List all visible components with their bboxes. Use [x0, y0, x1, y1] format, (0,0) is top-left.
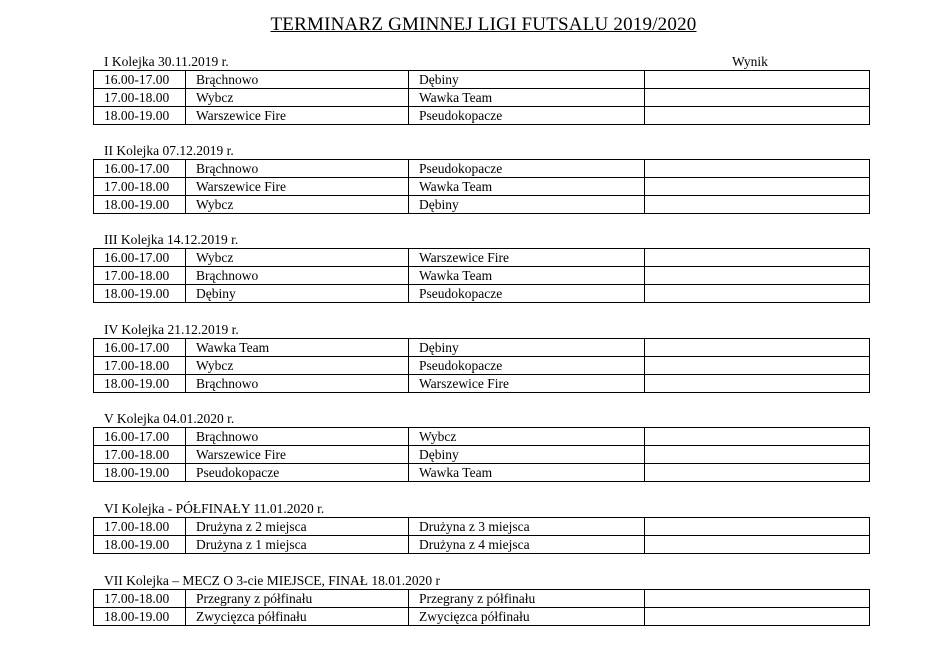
home-team: Pseudokopacze	[186, 464, 409, 482]
match-result	[645, 249, 870, 267]
match-row	[94, 178, 870, 196]
match-time: 17.00-18.00	[94, 357, 186, 375]
round-block	[93, 54, 869, 125]
home-team: Brąchnowo	[186, 428, 409, 446]
match-time: 17.00-18.00	[94, 518, 186, 536]
away-team: Zwycięzca półfinału	[409, 608, 645, 626]
match-row	[94, 518, 870, 536]
match-time: 16.00-17.00	[94, 249, 186, 267]
round-block	[93, 143, 869, 214]
round-header	[93, 143, 869, 159]
round-header-text: I Kolejka 30.11.2019 r.	[104, 54, 229, 69]
match-row	[94, 357, 870, 375]
home-team: Brąchnowo	[186, 375, 409, 393]
away-team: Warszewice Fire	[409, 375, 645, 393]
match-row	[94, 71, 870, 89]
round-header-text: III Kolejka 14.12.2019 r.	[104, 232, 239, 247]
match-result	[645, 428, 870, 446]
round-header-text: IV Kolejka 21.12.2019 r.	[104, 322, 239, 337]
round-header	[93, 232, 869, 248]
match-row	[94, 249, 870, 267]
away-team: Dębiny	[409, 71, 645, 89]
match-result	[645, 267, 870, 285]
match-time: 18.00-19.00	[94, 196, 186, 214]
match-time: 17.00-18.00	[94, 446, 186, 464]
match-row	[94, 464, 870, 482]
home-team: Przegrany z półfinału	[186, 590, 409, 608]
round-header-text: VII Kolejka – MECZ O 3-cie MIEJSCE, FINAŁ 18.01.2020 r	[104, 573, 440, 588]
match-row	[94, 375, 870, 393]
match-row	[94, 107, 870, 125]
match-time: 16.00-17.00	[94, 160, 186, 178]
home-team: Brąchnowo	[186, 267, 409, 285]
match-result	[645, 178, 870, 196]
match-table	[93, 517, 870, 554]
match-row	[94, 590, 870, 608]
match-time: 16.00-17.00	[94, 339, 186, 357]
round-header-text: VI Kolejka - PÓŁFINAŁY 11.01.2020 r.	[104, 501, 325, 516]
away-team: Drużyna z 4 miejsca	[409, 536, 645, 554]
match-table	[93, 159, 870, 214]
home-team: Wybcz	[186, 196, 409, 214]
match-result	[645, 107, 870, 125]
away-team: Wawka Team	[409, 464, 645, 482]
away-team: Wawka Team	[409, 267, 645, 285]
away-team: Dębiny	[409, 196, 645, 214]
document-title	[0, 14, 951, 36]
round-block	[93, 232, 869, 303]
round-block	[93, 411, 869, 482]
away-team: Pseudokopacze	[409, 357, 645, 375]
match-time: 18.00-19.00	[94, 464, 186, 482]
match-time: 16.00-17.00	[94, 71, 186, 89]
match-time: 17.00-18.00	[94, 267, 186, 285]
home-team: Drużyna z 1 miejsca	[186, 536, 409, 554]
home-team: Wawka Team	[186, 339, 409, 357]
match-result	[645, 536, 870, 554]
match-time: 17.00-18.00	[94, 590, 186, 608]
match-table	[93, 338, 870, 393]
round-header	[93, 573, 869, 589]
round-header-text: II Kolejka 07.12.2019 r.	[104, 143, 234, 158]
round-header	[93, 54, 869, 70]
match-table	[93, 70, 870, 125]
home-team: Brąchnowo	[186, 71, 409, 89]
match-result	[645, 71, 870, 89]
match-table	[93, 589, 870, 626]
home-team: Brąchnowo	[186, 160, 409, 178]
away-team: Wawka Team	[409, 178, 645, 196]
home-team: Zwycięzca półfinału	[186, 608, 409, 626]
match-row	[94, 285, 870, 303]
match-result	[645, 89, 870, 107]
match-row	[94, 267, 870, 285]
match-row	[94, 339, 870, 357]
match-table	[93, 248, 870, 303]
match-row	[94, 196, 870, 214]
home-team: Wybcz	[186, 357, 409, 375]
away-team: Przegrany z półfinału	[409, 590, 645, 608]
home-team: Warszewice Fire	[186, 178, 409, 196]
match-time: 18.00-19.00	[94, 608, 186, 626]
match-time: 16.00-17.00	[94, 428, 186, 446]
home-team: Drużyna z 2 miejsca	[186, 518, 409, 536]
home-team: Warszewice Fire	[186, 446, 409, 464]
match-row	[94, 608, 870, 626]
home-team: Wybcz	[186, 249, 409, 267]
match-result	[645, 608, 870, 626]
match-row	[94, 160, 870, 178]
match-result	[645, 357, 870, 375]
match-result	[645, 590, 870, 608]
away-team: Warszewice Fire	[409, 249, 645, 267]
home-team: Warszewice Fire	[186, 107, 409, 125]
match-row	[94, 89, 870, 107]
match-time: 18.00-19.00	[94, 536, 186, 554]
match-row	[94, 428, 870, 446]
round-header-text: V Kolejka 04.01.2020 r.	[104, 411, 235, 426]
match-time: 18.00-19.00	[94, 375, 186, 393]
match-row	[94, 446, 870, 464]
match-result	[645, 446, 870, 464]
round-block	[93, 322, 869, 393]
away-team: Dębiny	[409, 446, 645, 464]
away-team: Dębiny	[409, 339, 645, 357]
match-result	[645, 375, 870, 393]
match-result	[645, 339, 870, 357]
away-team: Wybcz	[409, 428, 645, 446]
match-time: 17.00-18.00	[94, 178, 186, 196]
away-team: Pseudokopacze	[409, 107, 645, 125]
result-column-header: Wynik	[732, 54, 768, 69]
match-result	[645, 464, 870, 482]
match-table	[93, 427, 870, 482]
title-text: TERMINARZ GMINNEJ LIGI FUTSALU 2019/2020	[270, 14, 697, 35]
match-time: 18.00-19.00	[94, 285, 186, 303]
round-header	[93, 501, 869, 517]
match-row	[94, 536, 870, 554]
match-result	[645, 518, 870, 536]
match-time: 17.00-18.00	[94, 89, 186, 107]
match-result	[645, 160, 870, 178]
match-result	[645, 196, 870, 214]
away-team: Pseudokopacze	[409, 160, 645, 178]
round-block	[93, 501, 869, 554]
away-team: Wawka Team	[409, 89, 645, 107]
away-team: Drużyna z 3 miejsca	[409, 518, 645, 536]
home-team: Dębiny	[186, 285, 409, 303]
match-result	[645, 285, 870, 303]
round-block	[93, 573, 869, 626]
match-time: 18.00-19.00	[94, 107, 186, 125]
round-header	[93, 411, 869, 427]
home-team: Wybcz	[186, 89, 409, 107]
round-header	[93, 322, 869, 338]
away-team: Pseudokopacze	[409, 285, 645, 303]
